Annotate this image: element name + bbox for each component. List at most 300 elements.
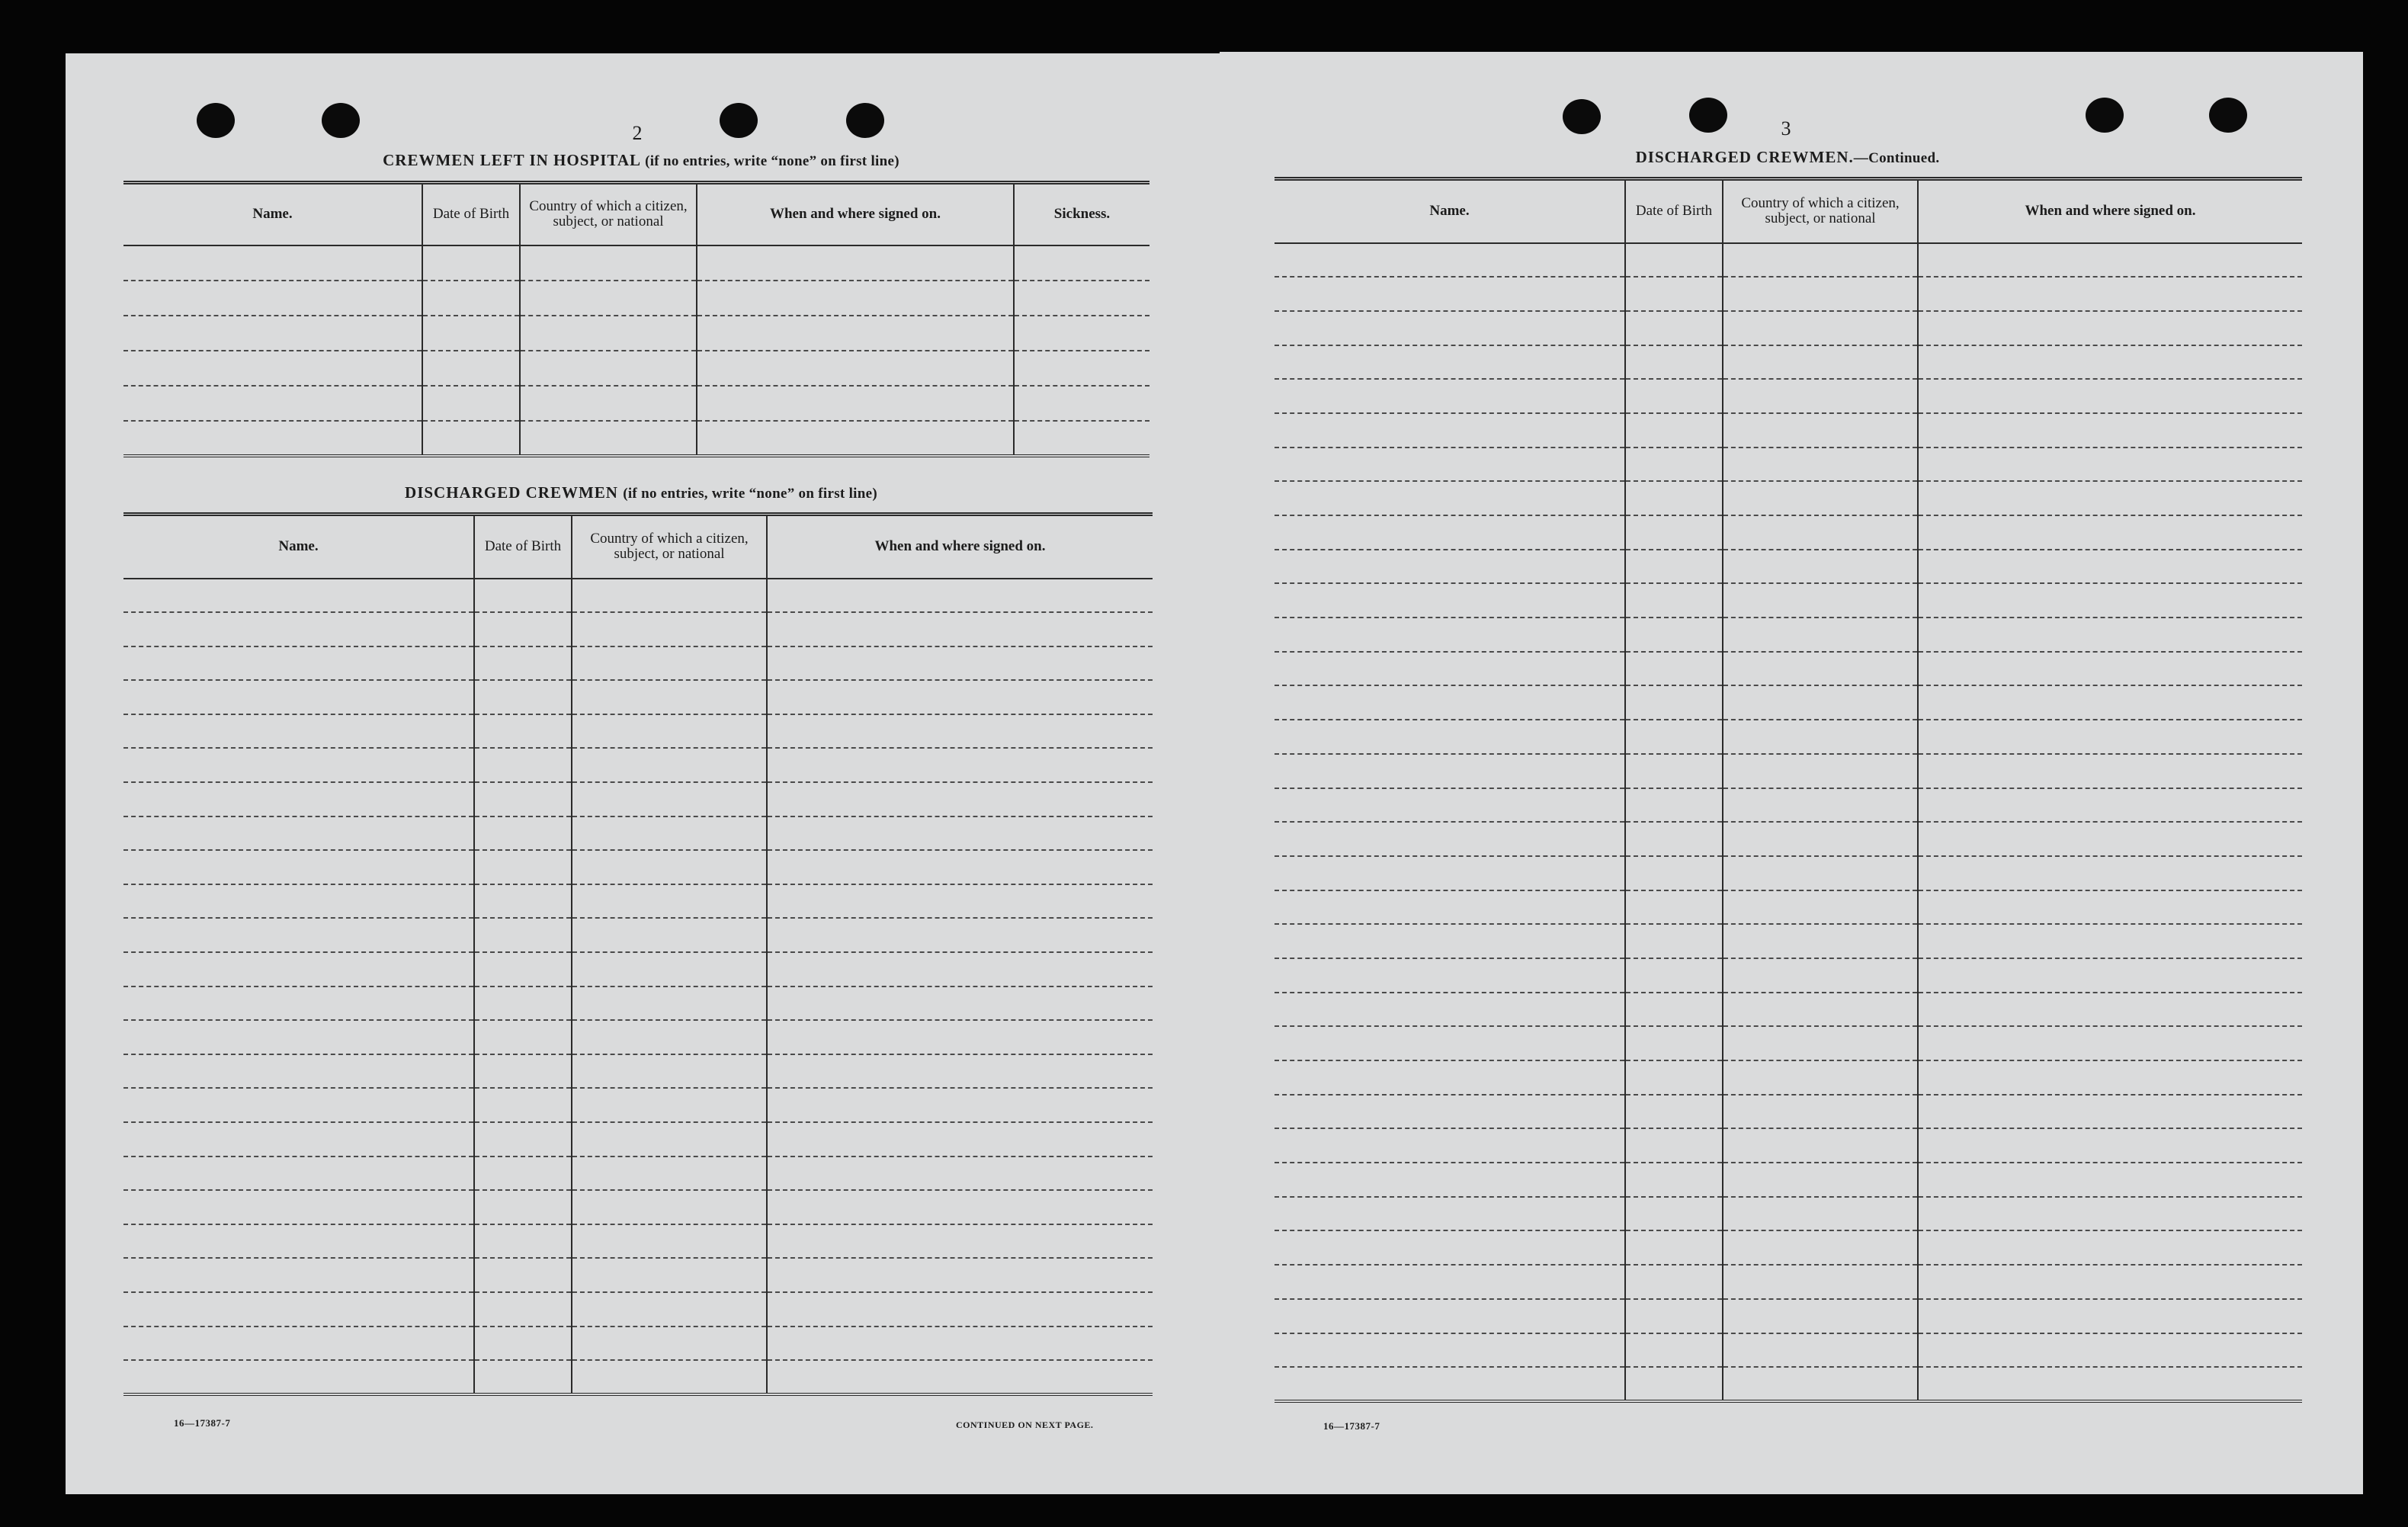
cell-date-of-birth[interactable]: [474, 884, 572, 919]
column-header-signed-on: When and where signed on.: [1918, 179, 2302, 243]
cell-signed-on[interactable]: [767, 884, 1153, 919]
table-row: [1275, 448, 2302, 482]
cell-name[interactable]: [1275, 583, 1625, 618]
left-page: [66, 53, 1220, 1494]
cell-country[interactable]: [1723, 1060, 1918, 1095]
cell-name[interactable]: [123, 646, 474, 681]
cell-country[interactable]: [520, 421, 697, 456]
cell-date-of-birth[interactable]: [474, 1122, 572, 1156]
cell-signed-on[interactable]: [767, 1088, 1153, 1122]
cell-signed-on[interactable]: [697, 316, 1014, 351]
discharged-table: [123, 512, 1153, 1396]
cell-country[interactable]: [1723, 550, 1918, 584]
cell-country[interactable]: [520, 281, 697, 316]
cell-date-of-birth[interactable]: [1625, 958, 1723, 993]
cell-name[interactable]: [1275, 345, 1625, 380]
cell-country[interactable]: [1723, 1026, 1918, 1060]
cell-sickness[interactable]: [1014, 386, 1149, 421]
cell-country[interactable]: [1723, 448, 1918, 482]
cell-date-of-birth[interactable]: [422, 281, 520, 316]
cell-signed-on[interactable]: [767, 1190, 1153, 1224]
cell-name[interactable]: [1275, 924, 1625, 958]
cell-date-of-birth[interactable]: [422, 351, 520, 386]
cell-signed-on[interactable]: [767, 579, 1153, 613]
cell-date-of-birth[interactable]: [1625, 345, 1723, 380]
cell-country[interactable]: [1723, 345, 1918, 380]
cell-date-of-birth[interactable]: [474, 1360, 572, 1394]
table-row: [1275, 1128, 2302, 1163]
table-row: [1275, 243, 2302, 277]
cell-date-of-birth[interactable]: [1625, 685, 1723, 720]
cell-signed-on[interactable]: [767, 1224, 1153, 1259]
cell-name[interactable]: [123, 1292, 474, 1327]
cell-signed-on[interactable]: [1918, 1299, 2302, 1333]
cell-date-of-birth[interactable]: [474, 986, 572, 1021]
cell-signed-on[interactable]: [1918, 448, 2302, 482]
cell-country[interactable]: [572, 680, 767, 714]
cell-signed-on[interactable]: [1918, 822, 2302, 856]
cell-date-of-birth[interactable]: [1625, 720, 1723, 754]
cell-signed-on[interactable]: [767, 1054, 1153, 1089]
discharged-instruction: (if no entries, write “none” on first line): [623, 486, 877, 502]
cell-name[interactable]: [1275, 379, 1625, 413]
cell-date-of-birth[interactable]: [474, 1258, 572, 1292]
cell-signed-on[interactable]: [1918, 652, 2302, 686]
cell-date-of-birth[interactable]: [474, 1088, 572, 1122]
cell-date-of-birth[interactable]: [1625, 618, 1723, 652]
cell-country[interactable]: [1723, 856, 1918, 890]
cell-name[interactable]: [123, 612, 474, 646]
table-row: [1275, 822, 2302, 856]
table-row: [123, 816, 1153, 851]
cell-date-of-birth[interactable]: [1625, 1197, 1723, 1231]
cell-country[interactable]: [1723, 481, 1918, 515]
cell-signed-on[interactable]: [1918, 1197, 2302, 1231]
table-row: [123, 1122, 1153, 1156]
table-row: [123, 986, 1153, 1021]
cell-signed-on[interactable]: [1918, 243, 2302, 277]
continued-note: CONTINUED ON NEXT PAGE.: [956, 1420, 1094, 1430]
cell-name[interactable]: [1275, 1128, 1625, 1163]
cell-country[interactable]: [1723, 1095, 1918, 1129]
cell-signed-on[interactable]: [767, 850, 1153, 884]
column-header-country: Country of which a citizen, subject, or national: [1723, 179, 1918, 243]
cell-signed-on[interactable]: [1918, 1026, 2302, 1060]
cell-name[interactable]: [1275, 550, 1625, 584]
cell-date-of-birth[interactable]: [1625, 379, 1723, 413]
cell-country[interactable]: [1723, 1163, 1918, 1197]
cell-name[interactable]: [1275, 413, 1625, 448]
cell-date-of-birth[interactable]: [1625, 1060, 1723, 1095]
cell-country[interactable]: [572, 816, 767, 851]
cell-country[interactable]: [1723, 1333, 1918, 1368]
cell-name[interactable]: [1275, 1197, 1625, 1231]
cell-date-of-birth[interactable]: [1625, 413, 1723, 448]
table-row: [1275, 1197, 2302, 1231]
cell-date-of-birth[interactable]: [422, 386, 520, 421]
cell-country[interactable]: [1723, 413, 1918, 448]
cell-signed-on[interactable]: [1918, 379, 2302, 413]
cell-name[interactable]: [123, 351, 422, 386]
cell-sickness[interactable]: [1014, 281, 1149, 316]
table-row: [123, 714, 1153, 749]
cell-signed-on[interactable]: [1918, 345, 2302, 380]
cell-date-of-birth[interactable]: [1625, 856, 1723, 890]
cell-signed-on[interactable]: [1918, 1163, 2302, 1197]
cell-signed-on[interactable]: [1918, 856, 2302, 890]
cell-country[interactable]: [1723, 890, 1918, 925]
table-row: [123, 1020, 1153, 1054]
table-row: [123, 646, 1153, 681]
cell-country[interactable]: [520, 316, 697, 351]
table-row: [123, 1156, 1153, 1191]
cell-country[interactable]: [572, 748, 767, 782]
page-number: 3: [1781, 117, 1791, 140]
cell-signed-on[interactable]: [1918, 481, 2302, 515]
cell-country[interactable]: [520, 245, 697, 281]
cell-country[interactable]: [572, 1156, 767, 1191]
cell-country[interactable]: [1723, 1299, 1918, 1333]
cell-name[interactable]: [1275, 958, 1625, 993]
cell-name[interactable]: [1275, 1163, 1625, 1197]
cell-country[interactable]: [1723, 1128, 1918, 1163]
discharged-title-text: DISCHARGED CREWMEN: [405, 483, 618, 502]
cell-country[interactable]: [1723, 788, 1918, 823]
cell-country[interactable]: [572, 782, 767, 816]
column-header-sickness: Sickness.: [1014, 183, 1149, 245]
cell-name[interactable]: [1275, 243, 1625, 277]
cell-name[interactable]: [1275, 1299, 1625, 1333]
cell-name[interactable]: [123, 579, 474, 613]
cell-date-of-birth[interactable]: [1625, 481, 1723, 515]
cell-date-of-birth[interactable]: [422, 245, 520, 281]
cell-country[interactable]: [572, 1190, 767, 1224]
cell-name[interactable]: [123, 748, 474, 782]
hospital-title-text: CREWMEN LEFT IN HOSPITAL: [383, 151, 640, 169]
cell-sickness[interactable]: [1014, 245, 1149, 281]
cell-date-of-birth[interactable]: [474, 952, 572, 986]
cell-signed-on[interactable]: [767, 612, 1153, 646]
cell-name[interactable]: [123, 884, 474, 919]
cell-name[interactable]: [1275, 652, 1625, 686]
cell-date-of-birth[interactable]: [1625, 1026, 1723, 1060]
cell-signed-on[interactable]: [1918, 754, 2302, 788]
cell-name[interactable]: [1275, 754, 1625, 788]
cell-country[interactable]: [572, 1054, 767, 1089]
cell-date-of-birth[interactable]: [1625, 1230, 1723, 1265]
cell-signed-on[interactable]: [767, 1327, 1153, 1361]
cell-country[interactable]: [1723, 924, 1918, 958]
cell-name[interactable]: [123, 1088, 474, 1122]
cell-date-of-birth[interactable]: [1625, 448, 1723, 482]
cell-signed-on[interactable]: [1918, 583, 2302, 618]
cell-name[interactable]: [123, 918, 474, 952]
table-row: [1275, 550, 2302, 584]
cell-date-of-birth[interactable]: [1625, 1095, 1723, 1129]
cell-date-of-birth[interactable]: [1625, 788, 1723, 823]
cell-name[interactable]: [123, 1156, 474, 1191]
cell-country[interactable]: [1723, 277, 1918, 311]
continued-suffix: —Continued.: [1853, 150, 1940, 166]
cell-signed-on[interactable]: [767, 986, 1153, 1021]
cell-country[interactable]: [1723, 311, 1918, 345]
cell-date-of-birth[interactable]: [1625, 1128, 1723, 1163]
cell-country[interactable]: [572, 579, 767, 613]
cell-date-of-birth[interactable]: [1625, 1163, 1723, 1197]
cell-name[interactable]: [123, 1224, 474, 1259]
cell-name[interactable]: [123, 1122, 474, 1156]
cell-country[interactable]: [1723, 379, 1918, 413]
cell-signed-on[interactable]: [767, 782, 1153, 816]
cell-signed-on[interactable]: [1918, 1095, 2302, 1129]
discharged-continued-title: [1273, 148, 2302, 167]
cell-signed-on[interactable]: [1918, 550, 2302, 584]
cell-date-of-birth[interactable]: [1625, 515, 1723, 550]
cell-date-of-birth[interactable]: [474, 680, 572, 714]
cell-name[interactable]: [123, 386, 422, 421]
cell-signed-on[interactable]: [1918, 277, 2302, 311]
cell-date-of-birth[interactable]: [474, 1190, 572, 1224]
cell-date-of-birth[interactable]: [1625, 1333, 1723, 1368]
cell-date-of-birth[interactable]: [474, 918, 572, 952]
table-row: [123, 680, 1153, 714]
table-row: [1275, 413, 2302, 448]
cell-name[interactable]: [1275, 1026, 1625, 1060]
cell-name[interactable]: [123, 986, 474, 1021]
cell-name[interactable]: [123, 421, 422, 456]
cell-signed-on[interactable]: [697, 386, 1014, 421]
cell-date-of-birth[interactable]: [1625, 993, 1723, 1027]
cell-name[interactable]: [1275, 618, 1625, 652]
cell-name[interactable]: [1275, 1333, 1625, 1368]
cell-name[interactable]: [123, 1020, 474, 1054]
cell-name[interactable]: [1275, 1265, 1625, 1299]
cell-country[interactable]: [572, 1258, 767, 1292]
cell-date-of-birth[interactable]: [1625, 924, 1723, 958]
cell-country[interactable]: [1723, 685, 1918, 720]
cell-name[interactable]: [1275, 515, 1625, 550]
cell-name[interactable]: [1275, 720, 1625, 754]
cell-country[interactable]: [572, 1088, 767, 1122]
cell-country[interactable]: [1723, 243, 1918, 277]
cell-date-of-birth[interactable]: [1625, 277, 1723, 311]
cell-date-of-birth[interactable]: [1625, 243, 1723, 277]
cell-date-of-birth[interactable]: [1625, 1265, 1723, 1299]
cell-name[interactable]: [123, 782, 474, 816]
cell-country[interactable]: [572, 714, 767, 749]
cell-signed-on[interactable]: [1918, 720, 2302, 754]
cell-signed-on[interactable]: [1918, 1230, 2302, 1265]
cell-country[interactable]: [1723, 1367, 1918, 1401]
cell-name[interactable]: [123, 316, 422, 351]
cell-name[interactable]: [1275, 1095, 1625, 1129]
cell-name[interactable]: [123, 850, 474, 884]
cell-date-of-birth[interactable]: [474, 1327, 572, 1361]
cell-signed-on[interactable]: [1918, 1367, 2302, 1401]
cell-country[interactable]: [1723, 1230, 1918, 1265]
cell-name[interactable]: [123, 245, 422, 281]
cell-country[interactable]: [1723, 754, 1918, 788]
cell-signed-on[interactable]: [697, 351, 1014, 386]
cell-country[interactable]: [520, 351, 697, 386]
cell-country[interactable]: [572, 1020, 767, 1054]
cell-country[interactable]: [1723, 993, 1918, 1027]
cell-signed-on[interactable]: [767, 680, 1153, 714]
cell-country[interactable]: [1723, 583, 1918, 618]
cell-signed-on[interactable]: [1918, 685, 2302, 720]
cell-country[interactable]: [1723, 1197, 1918, 1231]
cell-signed-on[interactable]: [767, 714, 1153, 749]
column-header-country: Country of which a citizen, subject, or national: [520, 183, 697, 245]
cell-country[interactable]: [572, 918, 767, 952]
cell-signed-on[interactable]: [767, 748, 1153, 782]
cell-signed-on[interactable]: [1918, 993, 2302, 1027]
cell-date-of-birth[interactable]: [422, 421, 520, 456]
cell-date-of-birth[interactable]: [422, 316, 520, 351]
cell-signed-on[interactable]: [1918, 958, 2302, 993]
cell-name[interactable]: [1275, 311, 1625, 345]
cell-signed-on[interactable]: [767, 952, 1153, 986]
cell-name[interactable]: [1275, 448, 1625, 482]
cell-date-of-birth[interactable]: [1625, 550, 1723, 584]
cell-country[interactable]: [1723, 958, 1918, 993]
table-row: [123, 1224, 1153, 1259]
cell-name[interactable]: [123, 714, 474, 749]
cell-name[interactable]: [1275, 890, 1625, 925]
cell-signed-on[interactable]: [1918, 515, 2302, 550]
table-row: [123, 245, 1149, 281]
cell-date-of-birth[interactable]: [1625, 583, 1723, 618]
cell-name[interactable]: [123, 816, 474, 851]
cell-name[interactable]: [1275, 277, 1625, 311]
table-row: [1275, 1026, 2302, 1060]
cell-date-of-birth[interactable]: [1625, 890, 1723, 925]
cell-name[interactable]: [123, 952, 474, 986]
column-header-name: Name.: [1275, 179, 1625, 243]
cell-sickness[interactable]: [1014, 351, 1149, 386]
cell-signed-on[interactable]: [1918, 924, 2302, 958]
cell-date-of-birth[interactable]: [1625, 1367, 1723, 1401]
table-row: [1275, 720, 2302, 754]
cell-name[interactable]: [1275, 1230, 1625, 1265]
cell-signed-on[interactable]: [1918, 311, 2302, 345]
cell-name[interactable]: [1275, 856, 1625, 890]
cell-signed-on[interactable]: [697, 245, 1014, 281]
cell-country[interactable]: [1723, 652, 1918, 686]
cell-date-of-birth[interactable]: [474, 782, 572, 816]
cell-name[interactable]: [1275, 1367, 1625, 1401]
cell-country[interactable]: [572, 1224, 767, 1259]
cell-signed-on[interactable]: [767, 1292, 1153, 1327]
cell-signed-on[interactable]: [1918, 413, 2302, 448]
cell-date-of-birth[interactable]: [474, 579, 572, 613]
cell-country[interactable]: [1723, 822, 1918, 856]
cell-date-of-birth[interactable]: [474, 1020, 572, 1054]
cell-signed-on[interactable]: [1918, 618, 2302, 652]
cell-signed-on[interactable]: [767, 816, 1153, 851]
cell-country[interactable]: [572, 612, 767, 646]
cell-signed-on[interactable]: [767, 1258, 1153, 1292]
cell-country[interactable]: [520, 386, 697, 421]
cell-name[interactable]: [123, 1190, 474, 1224]
cell-signed-on[interactable]: [1918, 890, 2302, 925]
table-row: [123, 612, 1153, 646]
cell-name[interactable]: [123, 1360, 474, 1394]
table-row: [123, 1258, 1153, 1292]
cell-name[interactable]: [1275, 481, 1625, 515]
cell-signed-on[interactable]: [1918, 1333, 2302, 1368]
cell-country[interactable]: [572, 952, 767, 986]
cell-signed-on[interactable]: [767, 1122, 1153, 1156]
cell-country[interactable]: [1723, 1265, 1918, 1299]
cell-name[interactable]: [1275, 993, 1625, 1027]
cell-date-of-birth[interactable]: [474, 714, 572, 749]
cell-signed-on[interactable]: [767, 1360, 1153, 1394]
cell-signed-on[interactable]: [1918, 1265, 2302, 1299]
cell-name[interactable]: [123, 1054, 474, 1089]
cell-name[interactable]: [123, 281, 422, 316]
cell-date-of-birth[interactable]: [474, 1224, 572, 1259]
table-row: [1275, 379, 2302, 413]
cell-name[interactable]: [1275, 1060, 1625, 1095]
cell-name[interactable]: [123, 1327, 474, 1361]
cell-name[interactable]: [1275, 822, 1625, 856]
cell-signed-on[interactable]: [767, 1156, 1153, 1191]
cell-sickness[interactable]: [1014, 421, 1149, 456]
cell-date-of-birth[interactable]: [474, 612, 572, 646]
cell-date-of-birth[interactable]: [474, 1156, 572, 1191]
cell-name[interactable]: [1275, 788, 1625, 823]
cell-date-of-birth[interactable]: [474, 646, 572, 681]
cell-date-of-birth[interactable]: [1625, 1299, 1723, 1333]
cell-date-of-birth[interactable]: [1625, 822, 1723, 856]
cell-date-of-birth[interactable]: [474, 850, 572, 884]
cell-signed-on[interactable]: [1918, 788, 2302, 823]
cell-country[interactable]: [572, 986, 767, 1021]
cell-country[interactable]: [1723, 618, 1918, 652]
cell-country[interactable]: [572, 884, 767, 919]
cell-name[interactable]: [1275, 685, 1625, 720]
cell-name[interactable]: [123, 680, 474, 714]
table-row: [1275, 1163, 2302, 1197]
cell-country[interactable]: [572, 646, 767, 681]
cell-country[interactable]: [572, 1292, 767, 1327]
cell-signed-on[interactable]: [1918, 1060, 2302, 1095]
cell-date-of-birth[interactable]: [474, 1054, 572, 1089]
table-row: [123, 579, 1153, 613]
cell-name[interactable]: [123, 1258, 474, 1292]
cell-country[interactable]: [572, 1360, 767, 1394]
cell-date-of-birth[interactable]: [1625, 652, 1723, 686]
cell-date-of-birth[interactable]: [1625, 754, 1723, 788]
cell-signed-on[interactable]: [697, 281, 1014, 316]
cell-country[interactable]: [572, 850, 767, 884]
cell-signed-on[interactable]: [1918, 1128, 2302, 1163]
cell-signed-on[interactable]: [767, 1020, 1153, 1054]
cell-sickness[interactable]: [1014, 316, 1149, 351]
cell-country[interactable]: [572, 1327, 767, 1361]
cell-signed-on[interactable]: [767, 918, 1153, 952]
cell-country[interactable]: [572, 1122, 767, 1156]
cell-country[interactable]: [1723, 515, 1918, 550]
cell-date-of-birth[interactable]: [1625, 311, 1723, 345]
cell-date-of-birth[interactable]: [474, 816, 572, 851]
cell-date-of-birth[interactable]: [474, 1292, 572, 1327]
cell-date-of-birth[interactable]: [474, 748, 572, 782]
cell-signed-on[interactable]: [767, 646, 1153, 681]
cell-signed-on[interactable]: [697, 421, 1014, 456]
cell-country[interactable]: [1723, 720, 1918, 754]
